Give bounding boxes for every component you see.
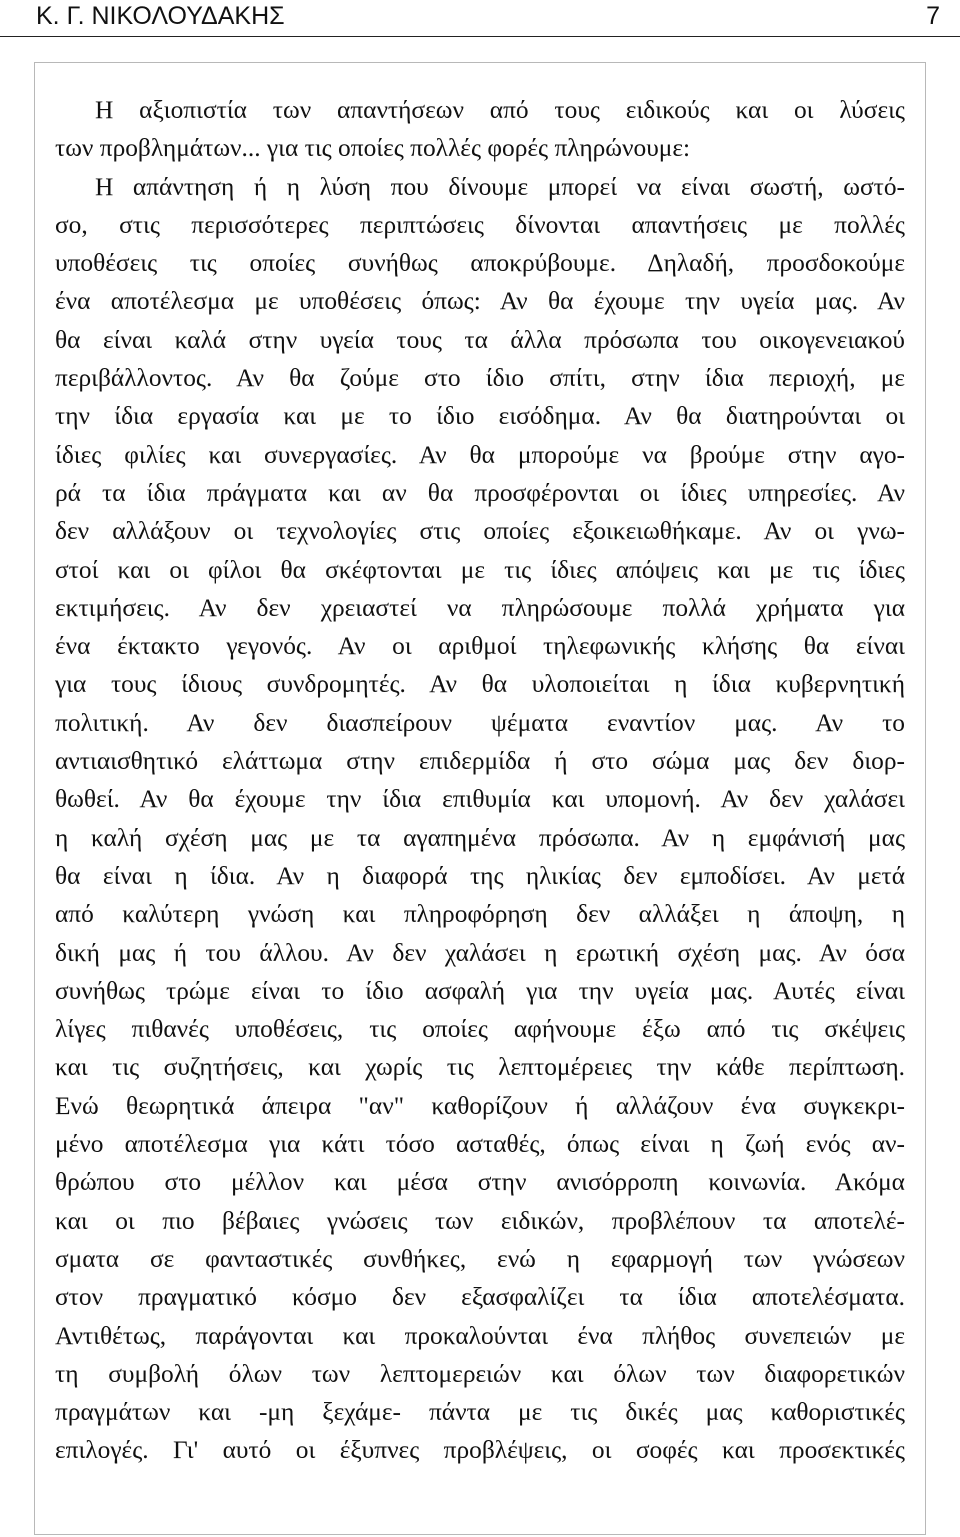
text-line: στον πραγματικό κόσμο δεν εξασφαλίζει τα ίδια αποτελέσματα. [55,1283,905,1312]
text-line: λίγες πιθανές υποθέσεις, τις οποίες αφήνουμε έξω από τις σκέψεις [55,1015,905,1044]
running-header [0,0,960,37]
text-line: Αντιθέτως, παράγονται και προκαλούνται ένα πλήθος συνεπειών με [55,1321,905,1350]
text-line: πραγμάτων και -μη ξεχάμε- πάντα με τις δικές μας καθοριστικές [55,1398,905,1427]
text-line: ρά τα ίδια πράγματα και αν θα προσφέρονται οι ίδιες υπηρεσίες. Αν [55,478,905,507]
text-line: θα είναι η ίδια. Αν η διαφορά της ηλικίας δεν εμποδίσει. Αν μετά [55,861,905,890]
text-line: την ίδια εργασία και με το ίδιο εισόδημα. Αν θα διατηρούνται οι [55,402,905,431]
text-line: συνήθως τρώμε είναι το ίδιο ασφαλή για την υγεία μας. Αυτές είναι [55,976,905,1005]
text-line: υποθέσεις τις οποίες συνήθως αποκρύβουμε. Δηλαδή, προσδοκούμε [55,249,905,278]
text-line: ένα έκτακτο γεγονός. Αν οι αριθμοί τηλεφωνικής κλήσης θα είναι [55,632,905,661]
text-line: σματα σε φανταστικές συνθήκες, ενώ η εφαρμογή των γνώσεων [55,1244,905,1273]
text-line: Η αξιοπιστία των απαντήσεων από τους ειδικούς και οι λύσεις [95,96,905,124]
text-line: στοί και οι φίλοι θα σκέφτονται με τις ίδιες απόψεις και με τις ίδιες [55,555,905,584]
text-line: δεν αλλάξουν οι τεχνολογίες στις οποίες εξοικειωθήκαμε. Αν οι γνω- [55,517,905,546]
text-line: ίδιες φιλίες και συνεργασίες. Αν θα μπορούμε να βρούμε στην αγο- [55,440,905,469]
text-line: σο, στις περισσότερες περιπτώσεις δίνονται απαντήσεις με πολλές [55,210,905,239]
text-frame [34,62,926,1535]
text-line: τη συμβολή όλων των λεπτομερειών και όλων των διαφορετικών [55,1359,905,1388]
text-line: πολιτική. Αν δεν διασπείρουν ψέματα εναντίον μας. Αν το [55,708,905,737]
text-line: αντιαισθητικό ελάττωμα στην επιδερμίδα ή στο σώμα μας δεν διορ- [55,747,905,776]
text-line: μένο αποτέλεσμα για κάτι τόσο ασταθές, όπως είναι η ζωή ενός αν- [55,1130,905,1159]
text-line: ένα αποτέλεσμα με υποθέσεις όπως: Αν θα έχουμε την υγεία μας. Αν [55,287,905,316]
header-author: Κ. Γ. ΝΙΚΟΛΟΥΔΑΚΗΣ [36,2,285,30]
text-line: περιβάλλοντος. Αν θα ζούμε στο ίδιο σπίτι, στην ίδια περιοχή, με [55,364,905,393]
text-line: η καλή σχέση μας με τα αγαπημένα πρόσωπα. Αν η εμφάνισή μας [55,823,905,852]
text-line: από καλύτερη γνώση και πληροφόρηση δεν αλλάξει η άποψη, η [55,900,905,929]
text-line: των προβλημάτων... για τις οποίες πολλές φορές πληρώνουμε: [55,134,691,163]
text-line: και οι πιο βέβαιες γνώσεις των ειδικών, προβλέπουν τα αποτελέ- [55,1206,905,1235]
text-line: και τις συζητήσεις, και χωρίς τις λεπτομέρειες την κάθε περίπτωση. [55,1053,905,1082]
text-line: για τους ίδιους συνδρομητές. Αν θα υλοποιείται η ίδια κυβερνητική [55,670,905,699]
text-line: Ενώ θεωρητικά άπειρα "αν" καθορίζουν ή αλλάζουν ένα συγκεκρι- [55,1091,905,1120]
text-line: επιλογές. Γι' αυτό οι έξυπνες προβλέψεις, οι σοφές και προσεκτικές [55,1436,905,1465]
text-line: Η απάντηση ή η λύση που δίνουμε μπορεί να είναι σωστή, ωστό- [95,172,905,201]
text-line: εκτιμήσεις. Αν δεν χρειαστεί να πληρώσουμε πολλά χρήματα για [55,593,905,622]
text-line: θρώπου στο μέλλον και μέσα στην ανισόρροπη κοινωνία. Ακόμα [55,1168,905,1197]
page-number: 7 [926,2,940,30]
text-line: θα είναι καλά στην υγεία τους τα άλλα πρόσωπα του οικογενειακού [55,325,905,354]
text-line: θωθεί. Αν θα έχουμε την ίδια επιθυμία και υπομονή. Αν δεν χαλάσει [55,785,905,814]
text-line: δική μας ή του άλλου. Αν δεν χαλάσει η ερωτική σχέση μας. Αν όσα [55,938,905,967]
body-text [55,91,905,1470]
